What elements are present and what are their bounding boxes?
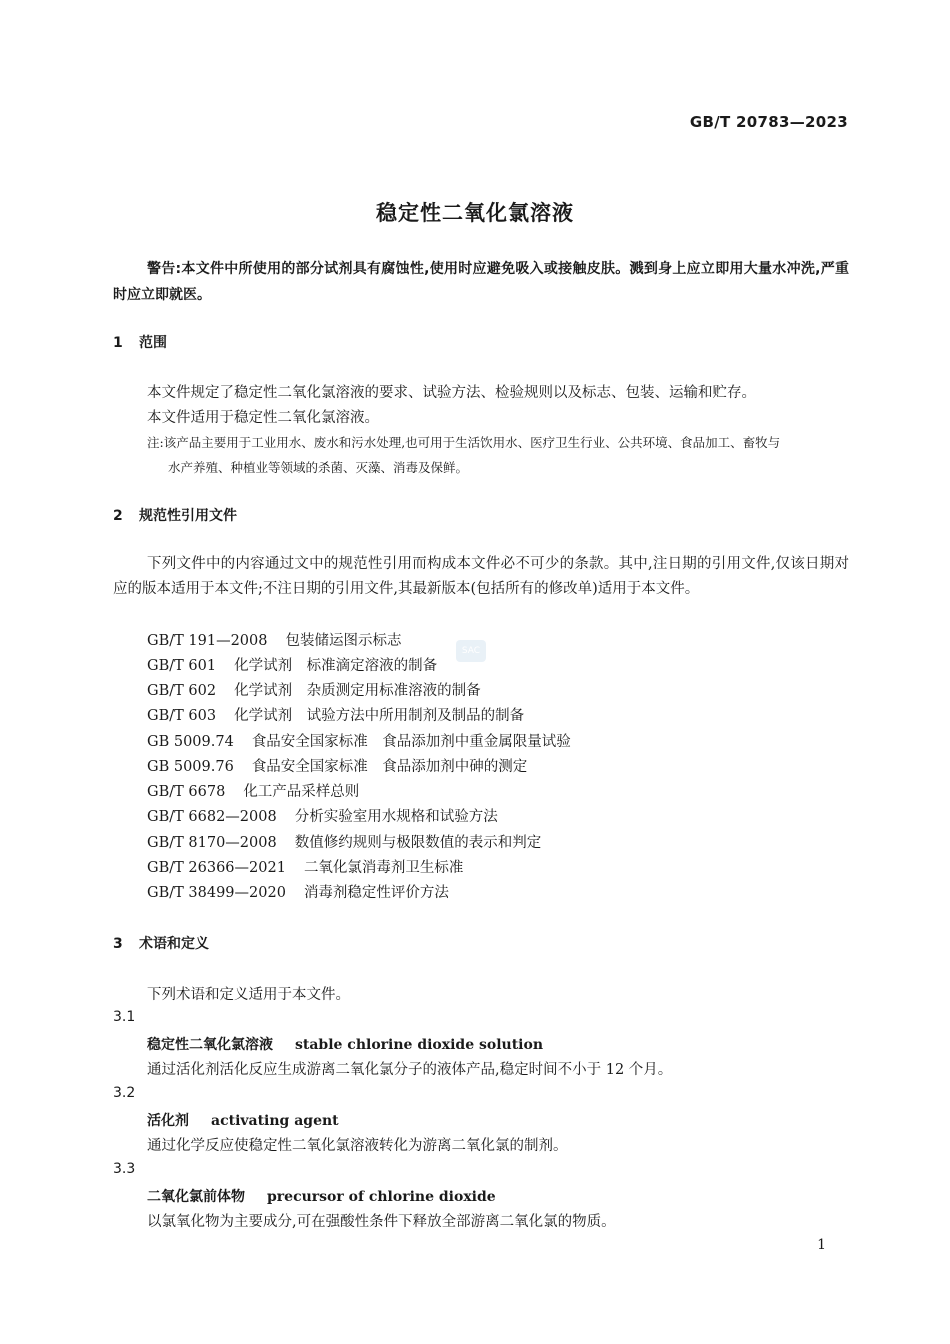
term-definition: 通过化学反应使稳定性二氧化氯溶液转化为游离二氧化氯的制剂。: [147, 1138, 568, 1154]
term-en: activating agent: [211, 1113, 339, 1129]
paragraph: 下列术语和定义适用于本文件。: [147, 987, 350, 1003]
reference-title: 化学试剂 标准滴定溶液的制备: [234, 658, 438, 674]
term-en: precursor of chlorine dioxide: [267, 1189, 496, 1205]
reference-code: GB/T 38499—2020: [147, 885, 286, 901]
reference-title: 包装储运图示标志: [285, 633, 402, 649]
reference-item: [147, 629, 401, 650]
term-zh: 二氧化氯前体物: [147, 1189, 245, 1205]
reference-code: GB/T 602: [147, 683, 217, 699]
reference-item: [147, 831, 541, 852]
reference-item: [147, 856, 463, 877]
reference-code: GB 5009.74: [147, 734, 234, 750]
section-number: 3: [113, 936, 123, 952]
reference-code: GB/T 6682—2008: [147, 809, 277, 825]
reference-code: GB/T 8170—2008: [147, 835, 277, 851]
section-1-heading: [113, 332, 167, 352]
reference-item: [147, 755, 527, 776]
section-number: 1: [113, 335, 123, 351]
term-en: stable chlorine dioxide solution: [295, 1037, 544, 1053]
paragraph: 本文件适用于稳定性二氧化氯溶液。: [147, 410, 379, 426]
reference-code: GB/T 26366—2021: [147, 860, 286, 876]
section-title: 范围: [139, 335, 167, 351]
page-number: 1: [817, 1237, 826, 1253]
warning-paragraph: 警告:本文件中所使用的部分试剂具有腐蚀性,使用时应避免吸入或接触皮肤。溅到身上应立即用大量水冲洗,严重时应立即就医。: [113, 261, 849, 303]
document-title: 稳定性二氧化氯溶液: [376, 201, 574, 225]
section-3-heading: [113, 933, 209, 953]
reference-title: 二氧化氯消毒剂卫生标准: [303, 860, 464, 876]
reference-code: GB/T 603: [147, 708, 217, 724]
reference-code: GB/T 191—2008: [147, 633, 268, 649]
reference-title: 化工产品采样总则: [243, 784, 360, 800]
section-number: 2: [113, 508, 123, 524]
reference-code: GB/T 601: [147, 658, 217, 674]
reference-item: [147, 805, 498, 826]
term-heading: [147, 1034, 543, 1054]
reference-title: 食品安全国家标准 食品添加剂中重金属限量试验: [251, 734, 571, 750]
reference-title: 化学试剂 杂质测定用标准溶液的制备: [234, 683, 481, 699]
paragraph: 下列文件中的内容通过文中的规范性引用而构成本文件必不可少的条款。其中,注日期的引用文件,仅该日期对应的版本适用于本文件;不注日期的引用文件,其最新版本(包括所有的修改单)适用于本文件。: [113, 556, 849, 597]
reference-item: [147, 654, 437, 675]
note-line: 水产养殖、种植业等领域的杀菌、灭藻、消毒及保鲜。: [168, 460, 469, 475]
note-line: 注:该产品主要用于工业用水、废水和污水处理,也可用于生活饮用水、医疗卫生行业、公共环境、食品加工、畜牧与: [147, 435, 781, 450]
reference-title: 分析实验室用水规格和试验方法: [294, 809, 498, 825]
reference-title: 化学试剂 试验方法中所用制剂及制品的制备: [234, 708, 525, 724]
standard-number: GB/T 20783—2023: [689, 113, 848, 131]
term-heading: [147, 1186, 496, 1206]
reference-code: GB/T 6678: [147, 784, 226, 800]
section-title: 术语和定义: [139, 936, 209, 952]
paragraph: 本文件规定了稳定性二氧化氯溶液的要求、试验方法、检验规则以及标志、包装、运输和贮存。: [147, 385, 756, 401]
watermark-logo: SAC: [456, 640, 486, 662]
term-zh: 稳定性二氧化氯溶液: [147, 1037, 273, 1053]
reference-title: 消毒剂稳定性评价方法: [303, 885, 449, 901]
term-heading: [147, 1110, 339, 1130]
reference-item: [147, 780, 359, 801]
term-number: 3.3: [113, 1161, 136, 1177]
term-number: 3.2: [113, 1085, 136, 1101]
term-number: 3.1: [113, 1009, 136, 1025]
term-definition: 通过活化剂活化反应生成游离二氧化氯分子的液体产品,稳定时间不小于 12 个月。: [147, 1062, 673, 1078]
section-title: 规范性引用文件: [139, 508, 237, 524]
reference-item: [147, 704, 524, 725]
reference-title: 食品安全国家标准 食品添加剂中砷的测定: [251, 759, 528, 775]
reference-item: [147, 730, 571, 751]
reference-item: [147, 881, 449, 902]
reference-item: [147, 679, 481, 700]
term-definition: 以氯氧化物为主要成分,可在强酸性条件下释放全部游离二氧化氯的物质。: [147, 1214, 616, 1230]
term-zh: 活化剂: [147, 1113, 189, 1129]
section-2-heading: [113, 505, 237, 525]
reference-title: 数值修约规则与极限数值的表示和判定: [294, 835, 542, 851]
reference-code: GB 5009.76: [147, 759, 234, 775]
